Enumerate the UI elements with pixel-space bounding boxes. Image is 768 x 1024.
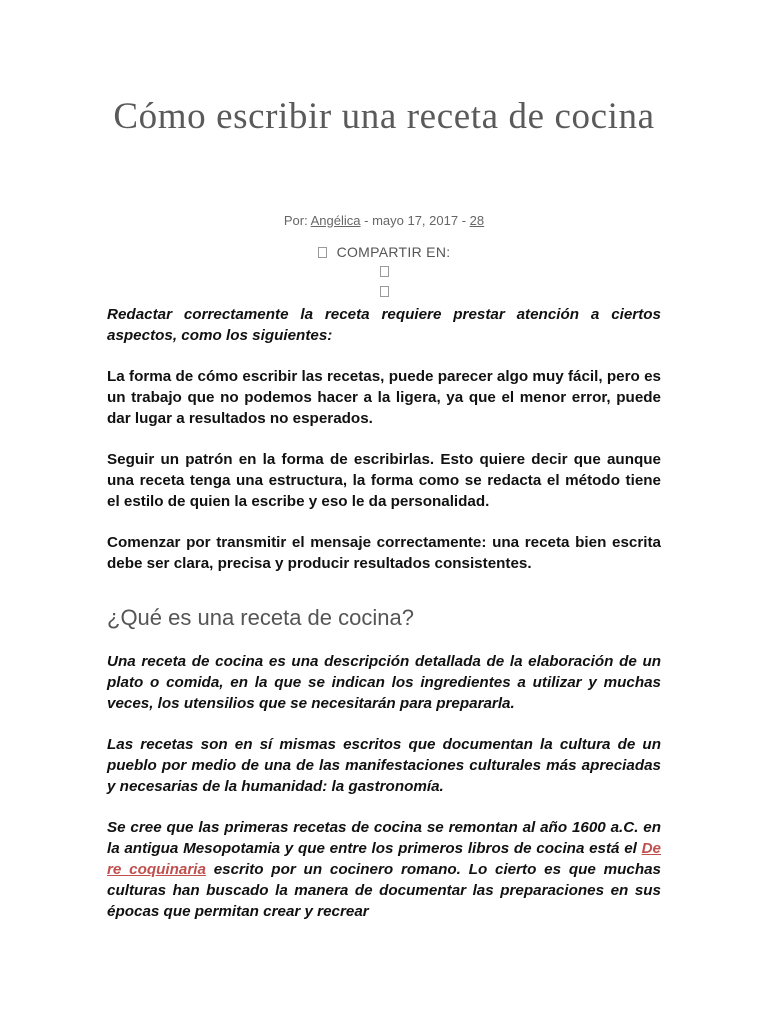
de-re-coquinaria-link[interactable]: De re coquinaria xyxy=(107,840,661,878)
publish-date: mayo 17, 2017 xyxy=(372,213,459,228)
share-label: COMPARTIR EN: xyxy=(336,244,451,260)
article-body xyxy=(107,304,661,942)
facebook-icon[interactable] xyxy=(380,266,389,277)
share-facebook-row xyxy=(0,266,768,277)
intro-paragraph: Redactar correctamente la receta requiere prestar atención a ciertos aspectos, como los siguientes: xyxy=(107,306,661,344)
paragraph-text: escrito por un cocinero romano. Lo cierto es que muchas culturas han buscado la manera de documentar las preparaciones en sus épocas que permitan crear y recrear xyxy=(107,861,661,920)
author-link[interactable]: Angélica xyxy=(310,213,361,228)
paragraph: Las recetas son en sí mismas escritos que documentan la cultura de un pueblo por medio de una de las manifestaciones culturales más apreciadas y necesarias de la humanidad: la gastronomía. xyxy=(107,736,661,795)
article-title: Cómo escribir una receta de cocina xyxy=(113,96,655,137)
section-heading: ¿Qué es una receta de cocina? xyxy=(107,605,414,630)
comments-count-link[interactable]: 28 xyxy=(469,213,485,228)
paragraph-with-link xyxy=(107,817,661,922)
paragraph: Comenzar por transmitir el mensaje correctamente: una receta bien escrita debe ser clara, precisa y producir resultados consistentes. xyxy=(107,534,661,572)
paragraph: Una receta de cocina es una descripción detallada de la elaboración de un plato o comida, en la que se indican los ingredientes a utilizar y muchas veces, los utensilios que se necesitarán para prepararla. xyxy=(107,653,661,712)
article-meta xyxy=(0,213,768,228)
share-bar xyxy=(0,244,768,260)
meta-separator: - xyxy=(360,213,373,228)
share-twitter-row xyxy=(0,286,768,297)
paragraph: La forma de cómo escribir las recetas, puede parecer algo muy fácil, pero es un trabajo que no podemos hacer a la ligera, ya que el menor error, puede dar lugar a resultados no esperados. xyxy=(107,368,661,427)
meta-separator: - xyxy=(458,213,470,228)
paragraph-text: Se cree que las primeras recetas de cocina se remontan al año 1600 a.C. en la antigua Mesopotamia y que entre los primeros libros de cocina está el xyxy=(107,819,661,857)
by-label: Por: xyxy=(283,213,308,228)
twitter-icon[interactable] xyxy=(380,286,389,297)
paragraph: Seguir un patrón en la forma de escribirlas. Esto quiere decir que aunque una receta tenga una estructura, la forma como se redacta el método tiene el estilo de quien la escribe y eso le da personalidad. xyxy=(107,451,661,510)
share-icon xyxy=(318,247,327,258)
